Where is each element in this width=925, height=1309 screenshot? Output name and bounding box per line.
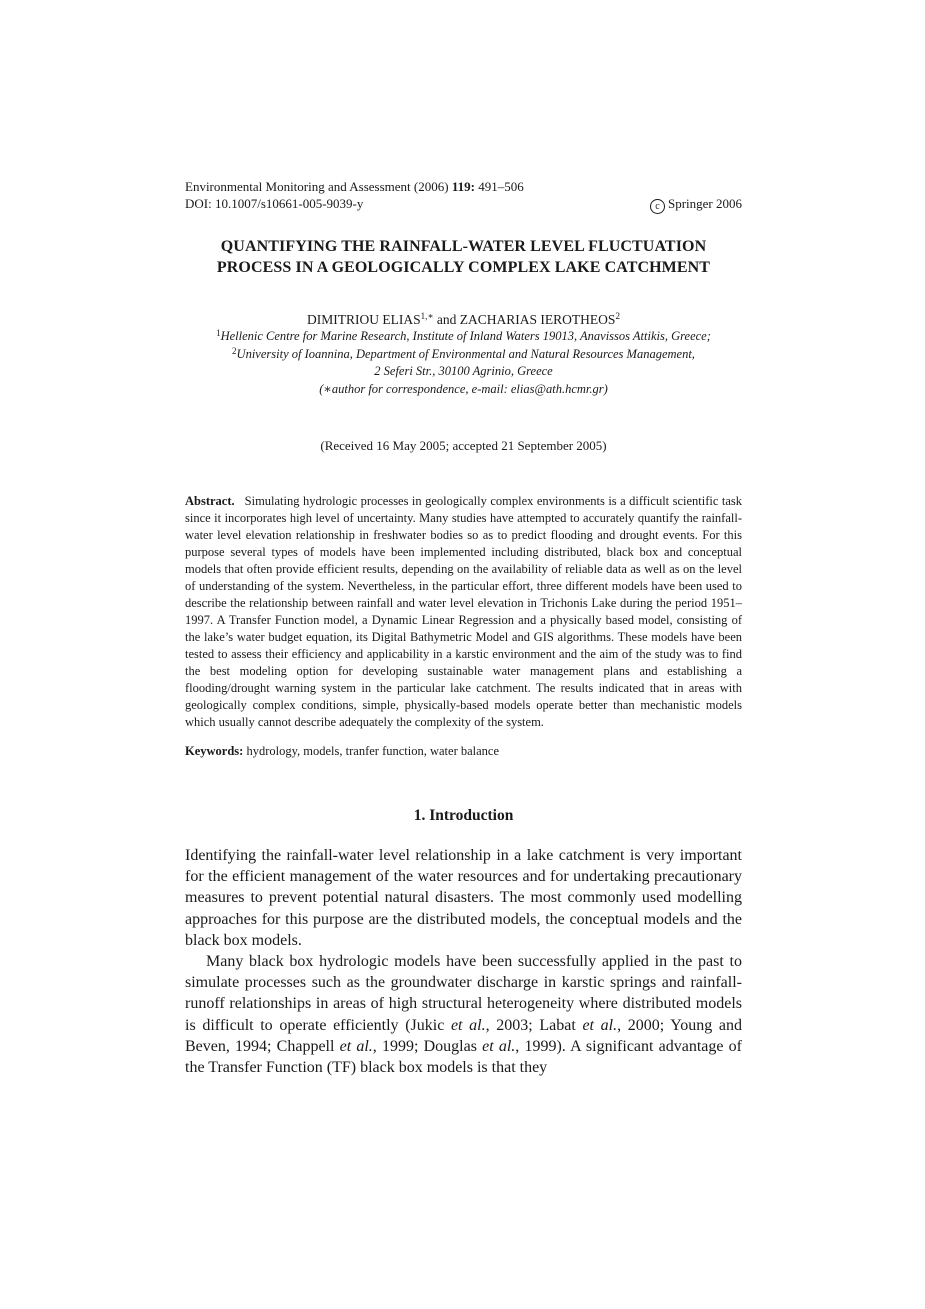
abstract-text: Simulating hydrologic processes in geologically complex environments is a difficult scientific task since it incorporates high level of uncertainty. Many studies have attempted to accurately quantify the rainfall-water level elevation relationship in freshwater bodies so as to predict flooding and drought events. For this purpose several types of models have been implemented including distributed, black box and conceptual models that often provide efficient results, depending on the availability of reliable data as well as on the level of understanding of the system. Nevertheless, in the particular effort, three different models have been used to describe the relationship between rainfall and water level elevation in Trichonis Lake during the period 1951–1997. A Transfer Function model, a Dynamic Linear Regression and a physically based model, consisting of the lake’s water budget equation, its Digital Bathymetric Model and GIS algorithms. These models have been tested to assess their efficiency and applicability in a karstic environment and the aim of the study was to find the best modeling option for developing sustainable water management plans and establishing a flooding/drought warning system in the particular lake catchment. The results indicated that in areas with geologically complex conditions, simple, physically-based models operate better than mechanistic models which usually cannot describe adequately the complexity of the system.	[185, 494, 742, 729]
keywords-text: hydrology, models, tranfer function, water balance	[246, 744, 500, 758]
author-list	[185, 311, 742, 328]
paper-title	[185, 236, 742, 278]
keywords-label: Keywords:	[185, 744, 244, 758]
author-1-sup: 1,∗	[420, 311, 434, 321]
author-2: ZACHARIAS IEROTHEOS	[459, 312, 616, 327]
journal-pages: 491–506	[478, 179, 524, 194]
affiliation-2-address: 2 Seferi Str., 30100 Agrinio, Greece	[374, 364, 553, 378]
copyright	[650, 195, 742, 214]
author-1: DIMITRIOU ELIAS	[307, 312, 421, 327]
affiliation-1: $^1$Hellenic Centre for Marine Research, Institute of Inland Waters 19013, Anavissos Attikis, Greece;	[216, 328, 711, 343]
title-line-2: PROCESS IN A GEOLOGICALLY COMPLEX LAKE CATCHMENT	[216, 259, 711, 276]
received-dates: (Received 16 May 2005; accepted 21 September 2005)	[320, 438, 607, 453]
journal-name: Environmental Monitoring and Assessment (2006)	[185, 179, 449, 194]
correspondence: (∗author for correspondence, e-mail: elias@ath.hcmr.gr)	[319, 381, 608, 396]
section-heading-introduction: 1. Introduction	[413, 807, 514, 824]
intro-paragraph-1: Identifying the rainfall-water level relationship in a lake catchment is very important for the efficient management of the water resources and for undertaking precautionary measures to prevent potential natural disasters. The most commonly used modelling approaches for this purpose are the distributed models, the conceptual models and the black box models.	[185, 847, 742, 949]
doi: DOI: 10.1007/s10661-005-9039-y	[185, 196, 364, 211]
intro-paragraph-2: Many black box hydrologic models have been successfully applied in the past to simulate processes such as the groundwater discharge in karstic springs and rainfall-runoff relationships in areas of high structural heterogeneity where distributed models is difficult to operate efficiently (Jukic et al., 2003; Labat et al., 2000; Young and Beven, 1994; Chappell et al., 1999; Douglas et al., 1999). A significant advantage of the Transfer Function (TF) black box models is that they	[185, 953, 742, 1077]
paper-page	[185, 178, 742, 1078]
abstract	[185, 493, 742, 731]
keywords	[185, 743, 742, 760]
author-and: and	[436, 312, 457, 327]
abstract-label: Abstract.	[185, 494, 235, 508]
title-line-1: QUANTIFYING THE RAINFALL-WATER LEVEL FLUCTUATION	[220, 238, 707, 255]
introduction-body	[185, 845, 742, 1078]
journal-citation	[185, 178, 742, 195]
copyright-text: Springer 2006	[667, 196, 742, 211]
journal-volume: 119:	[451, 179, 475, 194]
doi-line	[185, 195, 742, 214]
author-2-sup: 2	[615, 311, 620, 321]
affiliation-2: $^2$University of Ioannina, Department of Environmental and Natural Resources Management,	[232, 345, 695, 361]
copyright-icon: c	[650, 199, 665, 214]
